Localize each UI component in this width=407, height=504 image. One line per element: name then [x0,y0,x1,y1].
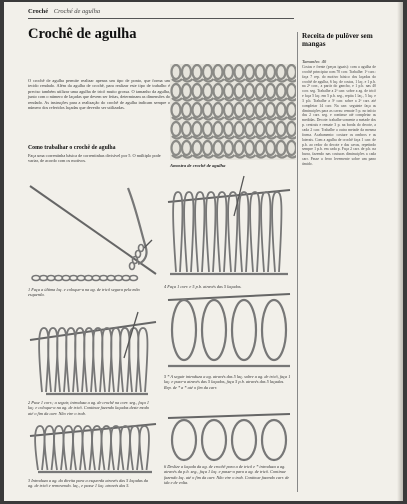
step-5-illustration [164,290,294,372]
step-4-illustration [164,170,294,282]
step-1-caption: 1 Faça a última laç. e coloque-a na ag. de tricô segura pela mão esquerda. [28,287,140,298]
header-rule [28,18,294,19]
recipe-text: Costas e frente (peças iguais): com a agulha de crochê principiar com 70 corr. Trabalhe: 1ª carr.: faça 7 rep. do motivo básico dos laçadas do crochê de agulha, 6 laç. de costas, 1 laç. e 1 p.b. na 2ª corr., a partir do gancho, e 1 p.b. nas 40 corr. seg. Trabalhe a 2ª carr. sobre a ag. de tricô e faça 5 laç. em 5 p.b. seg., repita 1 laç., 5 laç. e 3 p.b. Trabalhe a 3ª carr. sobre a 2ª carr. até completar 14 carr. Na carr. seguinte faça as diminuições para as cavas: remate 5 p. no início das 2 carr. seg. e continue até completar as medidas. Decote: trabalhe somente a metade dos p. centrais e remate 3 p. na borda do decote, a cada 2 carr. Trabalhe a outra metade da mesma forma. Acabamento: costure os ombros e as laterais. Com a agulha de crochê faça 1 carr. de p.b. ao redor do decote e das cavas, repetindo sempre 1 p.b. em cada p. Faça 2 carr. de p.b. na barra, fazendo nas costuras diminuições a cada carr. Passe a ferro levemente sobre um pano úmido. [302,65,376,166]
header-subsection: Croché de agulha [53,8,101,15]
step-6-illustration [164,412,294,464]
section-text: Faça uma correntinha básica de correntinhas divisível por 5. O múltiplo pode variar, de acordo com os motivos. [28,153,161,164]
recipe-sidebar [297,32,380,492]
step-4-caption: 4 Faça 1 corr. e 5 p.b. através das 5 laçadas. [164,284,242,289]
step-5-caption: 5 * A seguir introduza a ag. através das 5 laç. sobre a ag. de tricô, faça 1 laç. e puxe-a através das 5 laçadas, faça 5 p.b. através das 5 laçadas. Rep. de * a * até o fim da carr. [164,374,291,390]
sample-caption: Amostra de crochê de agulha [170,163,226,168]
running-header [28,8,100,15]
step-2-caption: 2 Puxe 1 corr.; a seguir, introduza a ag. de crochê na corr. seg., faça 1 laç. e coloque-a na ag. de tricô. Continue fazendo laçadas deste modo até o fim da carr. Não vire o trab. [28,400,150,416]
crochet-sample-photo [170,64,296,160]
step-6-caption: 6 Deslize a laçada da ag. de crochê para a de tricô e * introduza a ag. através da p.b. seg., faça 1 laç. e passe-a para a ag. de tricô. Continue fazendo laç. até o fim da carr. Não vire o trab. Continue fazendo carr. de ida e de volta. [164,464,290,485]
header-section: Croché [28,8,49,15]
step-3-caption: 3 Introduza a ag. da direita para a esquerda através das 5 laçadas da ag. de tricô e removendo. laç., e passe 1 laç. através das 5. [28,478,149,489]
section-heading: Como trabalhar o crochê de agulha [28,145,116,151]
step-3-illustration [28,416,158,478]
step-1-illustration [28,178,158,286]
step-2-illustration [28,302,158,400]
magazine-page [4,2,403,501]
intro-paragraph: O crochê de agulha permite realizar apenas um tipo de ponto, que forma um tecido rendado. Além da agulha de crochê, para realizar este tipo de trabalho é preciso também utilizar uma agulha de tricô muito grossa. O tamanho da agulha, junto com o número de laçadas que devem ser feitas, determinam as dimensões do rendado. As instruções para a realização do crochê de agulha indicam sempre o número dos referidos laçadas que deverão ser utilizadas. [28,78,170,111]
page-title: Crochê de agulha [28,26,137,42]
recipe-title: Receita de pulôver sem mangas [302,32,373,48]
recipe-size: Tamanho: 40 [302,59,327,64]
